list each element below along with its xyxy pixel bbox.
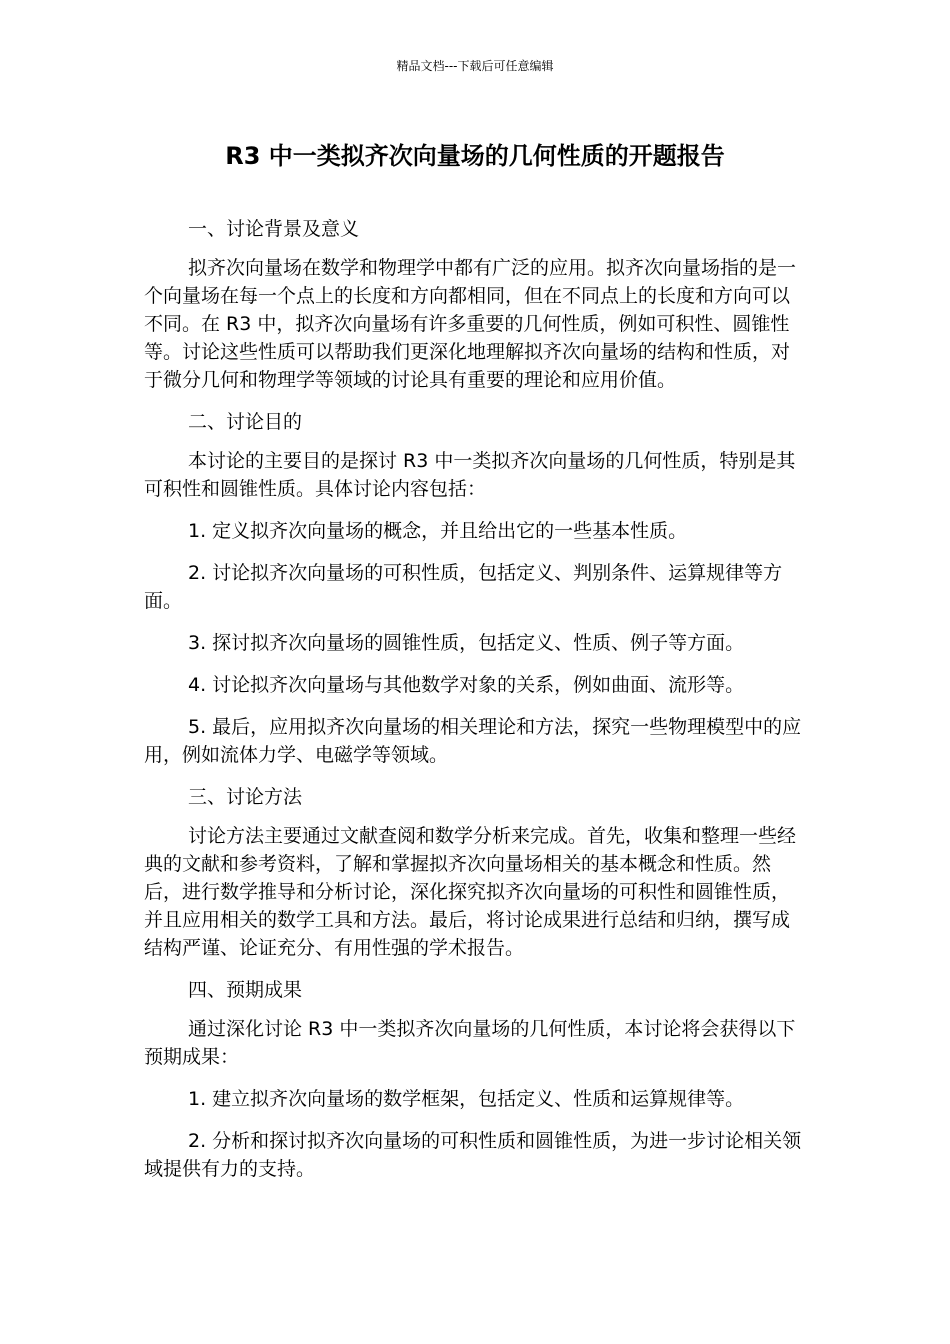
list-item: 2. 讨论拟齐次向量场的可积性质，包括定义、判别条件、运算规律等方面。 [144, 562, 783, 612]
list-item: 3. 探讨拟齐次向量场的圆锥性质，包括定义、性质、例子等方面。 [188, 632, 745, 654]
section-heading: 二、讨论目的 [188, 411, 303, 433]
list-item: 4. 讨论拟齐次向量场与其他数学对象的关系，例如曲面、流形等。 [188, 674, 745, 696]
section-heading: 一、讨论背景及意义 [188, 218, 360, 240]
list-item: 5. 最后，应用拟齐次向量场的相关理论和方法，探究一些物理模型中的应用，例如流体力学、电磁学等领域。 [144, 716, 802, 766]
section-heading: 三、讨论方法 [188, 786, 303, 808]
list-item: 2. 分析和探讨拟齐次向量场的可积性质和圆锥性质，为进一步讨论相关领域提供有力的支持。 [144, 1130, 802, 1180]
document-title: R3 中一类拟齐次向量场的几何性质的开题报告 [225, 142, 725, 170]
section-heading: 四、预期成果 [188, 979, 303, 1001]
body-paragraph: 拟齐次向量场在数学和物理学中都有广泛的应用。拟齐次向量场指的是一个向量场在每一个点上的长度和方向都相同，但在不同点上的长度和方向可以不同。在 R3 中，拟齐次向量场有许多重要的几何性质，例如可积性、圆锥性等。讨论这些性质可以帮助我们更深化地理解拟齐次向量场的结构和性质，对于微分几何和物理学等领域的讨论具有重要的理论和应用价值。 [144, 257, 797, 391]
document-body [144, 215, 808, 1197]
list-item: 1. 建立拟齐次向量场的数学框架，包括定义、性质和运算规律等。 [188, 1088, 745, 1110]
body-paragraph: 通过深化讨论 R3 中一类拟齐次向量场的几何性质，本讨论将会获得以下预期成果： [144, 1018, 796, 1068]
body-paragraph: 讨论方法主要通过文献查阅和数学分析来完成。首先，收集和整理一些经典的文献和参考资料，了解和掌握拟齐次向量场相关的基本概念和性质。然后，进行数学推导和分析讨论，深化探究拟齐次向量场的可积性和圆锥性质，并且应用相关的数学工具和方法。最后，将讨论成果进行总结和归纳，撰写成结构严谨、论证充分、有用性强的学术报告。 [144, 825, 797, 959]
list-item: 1. 定义拟齐次向量场的概念，并且给出它的一些基本性质。 [188, 520, 688, 542]
page-header: 精品文档---下载后可任意编辑 [396, 59, 554, 73]
body-paragraph: 本讨论的主要目的是探讨 R3 中一类拟齐次向量场的几何性质，特别是其可积性和圆锥性质。具体讨论内容包括： [144, 450, 796, 500]
